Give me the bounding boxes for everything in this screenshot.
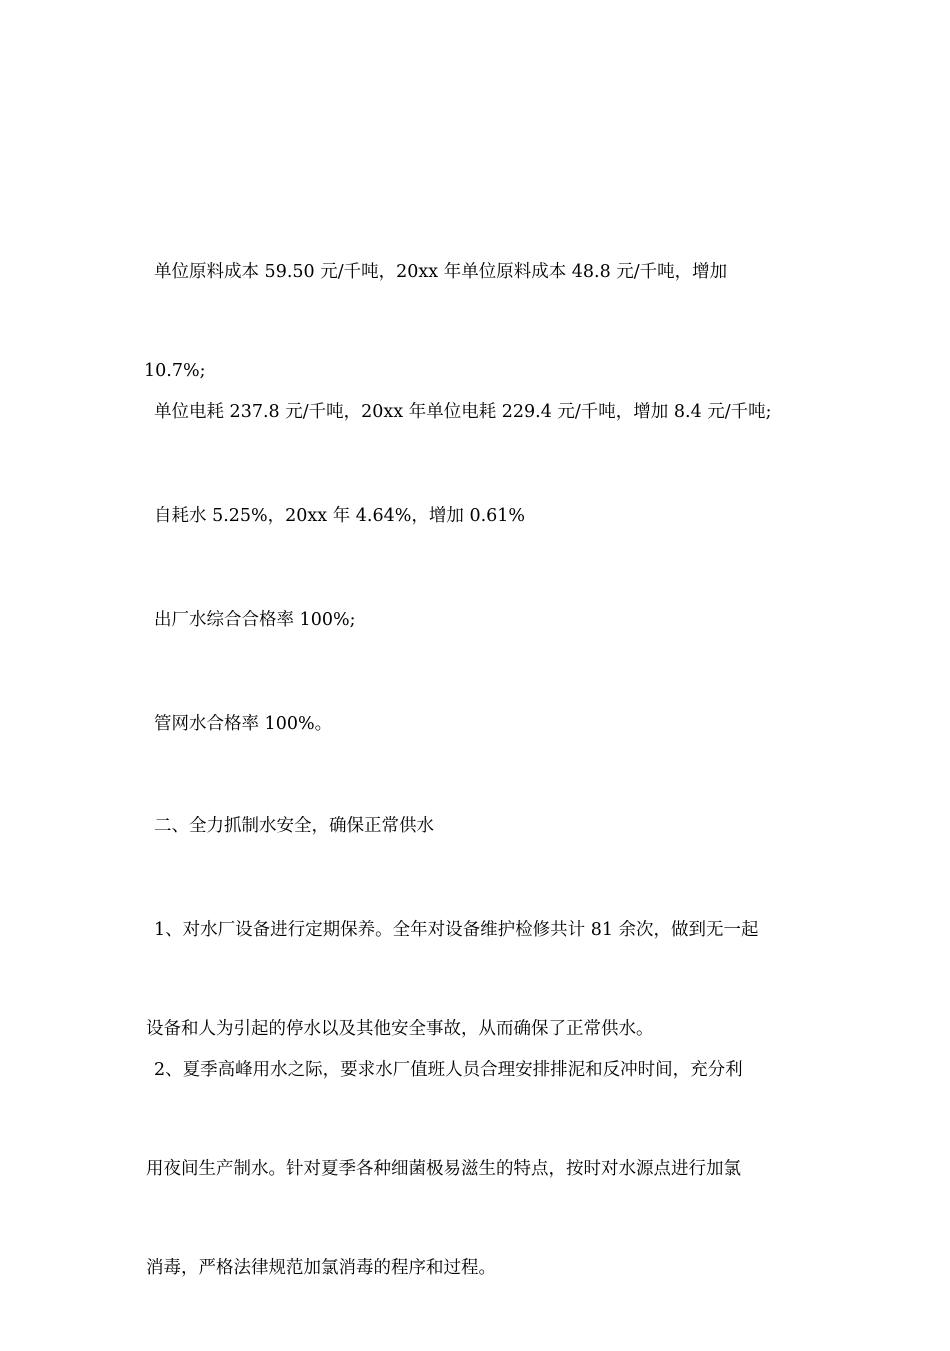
text-line: 2、夏季高峰用水之际，要求水厂值班人员合理安排排泥和反冲时间，充分利	[154, 1060, 743, 1080]
text-line: 自耗水 5.25%，20xx 年 4.64%，增加 0.61%	[154, 506, 526, 526]
text-line: 管网水合格率 100%。	[154, 714, 333, 734]
text-line: 单位电耗 237.8 元/千吨，20xx 年单位电耗 229.4 元/千吨，增加 8.4 元/千吨;	[154, 402, 772, 422]
text-line: 用夜间生产制水。针对夏季各种细菌极易滋生的特点，按时对水源点进行加氯	[146, 1159, 741, 1179]
text-line: 出厂水综合合格率 100%;	[154, 610, 356, 630]
text-line: 1、对水厂设备进行定期保养。全年对设备维护检修共计 81 余次，做到无一起	[154, 920, 759, 940]
text-line: 单位原料成本 59.50 元/千吨，20xx 年单位原料成本 48.8 元/千吨，增加	[154, 262, 728, 282]
text-line: 10.7%;	[144, 361, 206, 381]
heading-line: 二、全力抓制水安全，确保正常供水	[154, 816, 434, 836]
paragraph-item-2	[146, 988, 806, 1351]
text-line: 消毒，严格法律规范加氯消毒的程序和过程。	[146, 1258, 496, 1278]
text-line: 设备和人为引起的停水以及其他安全事故，从而确保了正常供水。	[146, 1019, 654, 1039]
